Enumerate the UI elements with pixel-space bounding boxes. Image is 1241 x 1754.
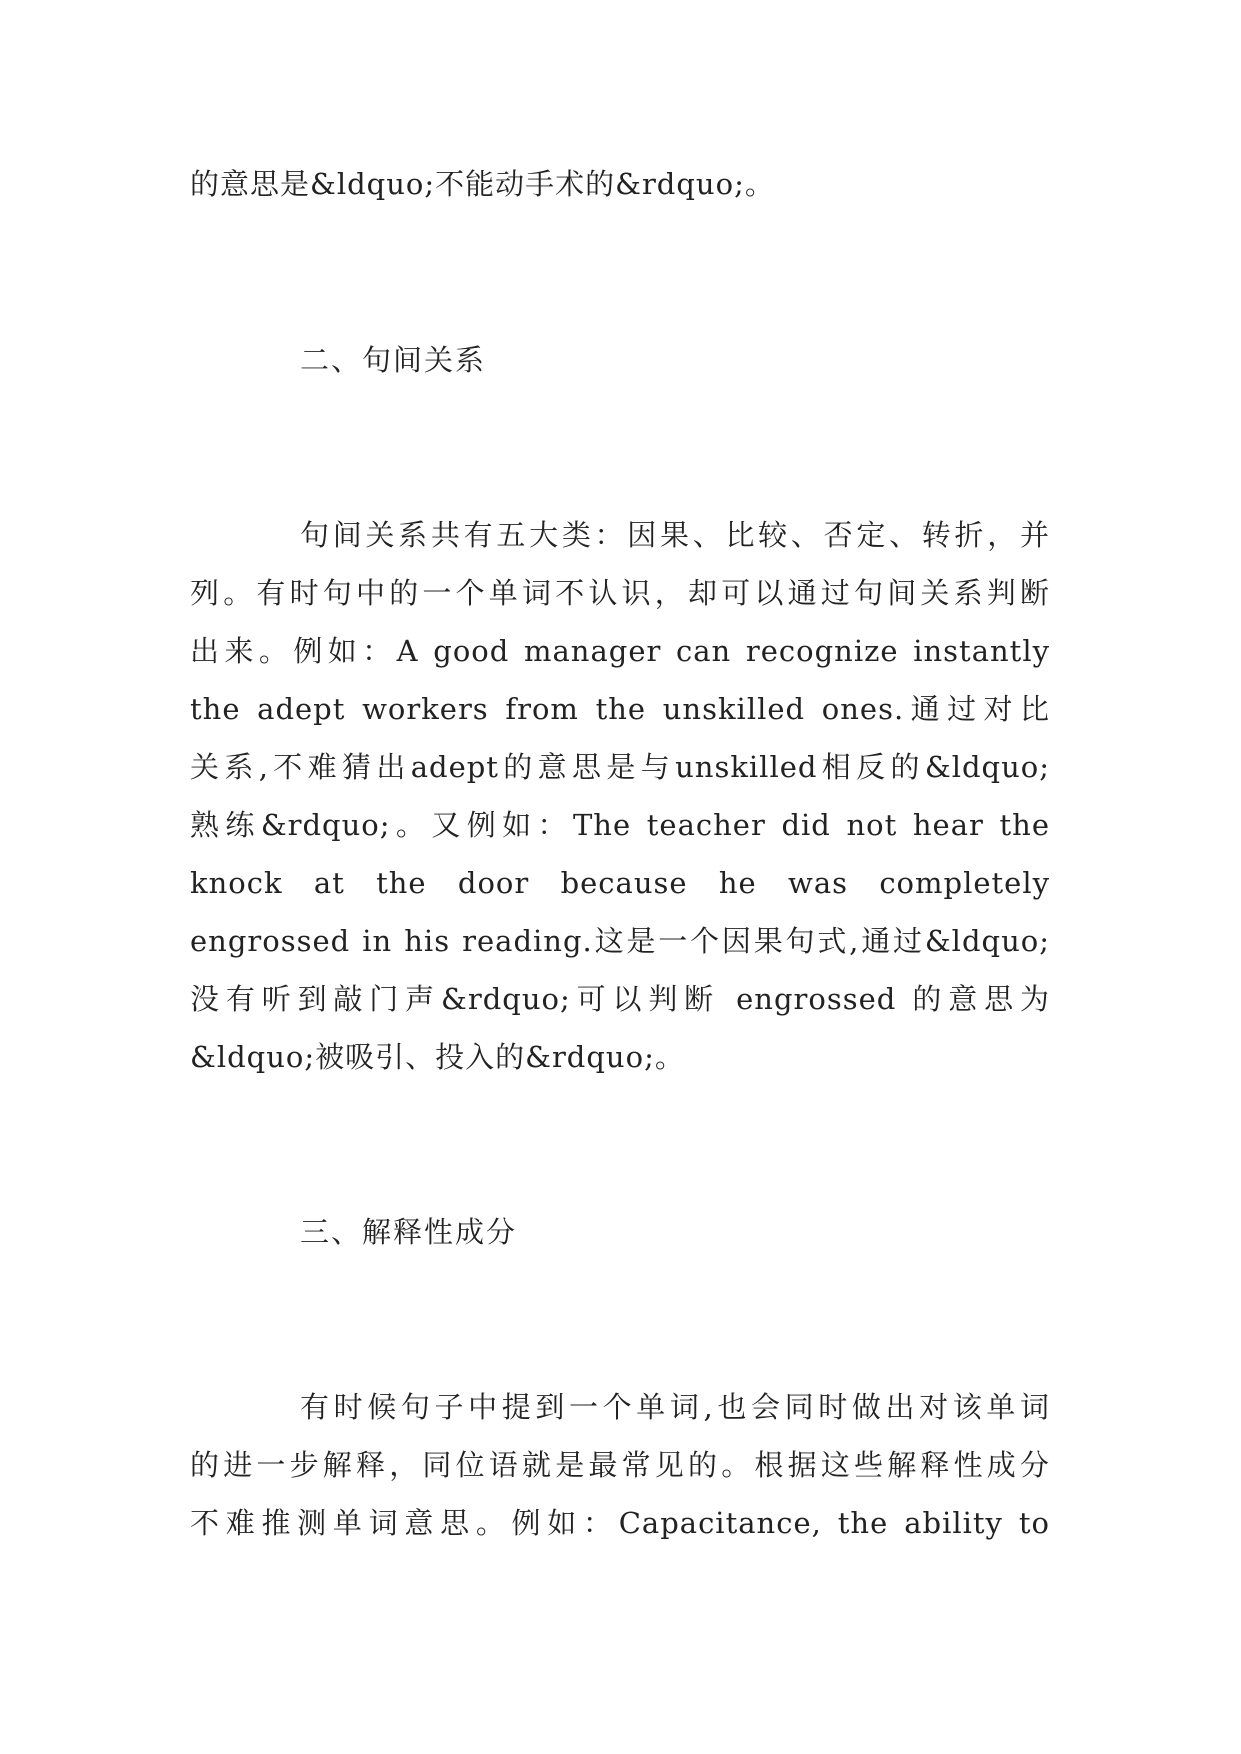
paragraph-line: knock at the door because he was completely xyxy=(190,866,1050,900)
paragraph-line: 关系,不难猜出adept的意思是与unskilled相反的&ldquo; xyxy=(190,750,1050,784)
paragraph-line: 不难推测单词意思。例如：Capacitance, the ability to xyxy=(190,1506,1050,1540)
paragraph-line: 句间关系共有五大类：因果、比较、否定、转折，并 xyxy=(300,518,1050,552)
paragraph-line: 没有听到敲门声&rdquo;可以判断 engrossed 的意思为 xyxy=(190,982,1050,1016)
paragraph-line: engrossed in his reading.这是一个因果句式,通过&ldquo; xyxy=(190,924,1050,958)
paragraph-line: the adept workers from the unskilled ones.通过对比 xyxy=(190,692,1050,726)
paragraph-line: 出来。例如：A good manager can recognize instantly xyxy=(190,634,1050,668)
section-2-heading: 二、句间关系 xyxy=(300,343,487,377)
section-3-heading: 三、解释性成分 xyxy=(300,1215,518,1249)
paragraph-line: 列。有时句中的一个单词不认识，却可以通过句间关系判断 xyxy=(190,576,1050,610)
paragraph-line: 的进一步解释，同位语就是最常见的。根据这些解释性成分 xyxy=(190,1448,1050,1482)
paragraph-line: 有时候句子中提到一个单词,也会同时做出对该单词 xyxy=(300,1390,1050,1424)
intro-tail-line: 的意思是&ldquo;不能动手术的&rdquo;。 xyxy=(190,167,775,201)
paragraph-line: 熟练&rdquo;。又例如：The teacher did not hear the xyxy=(190,808,1050,842)
paragraph-line: &ldquo;被吸引、投入的&rdquo;。 xyxy=(190,1040,685,1074)
